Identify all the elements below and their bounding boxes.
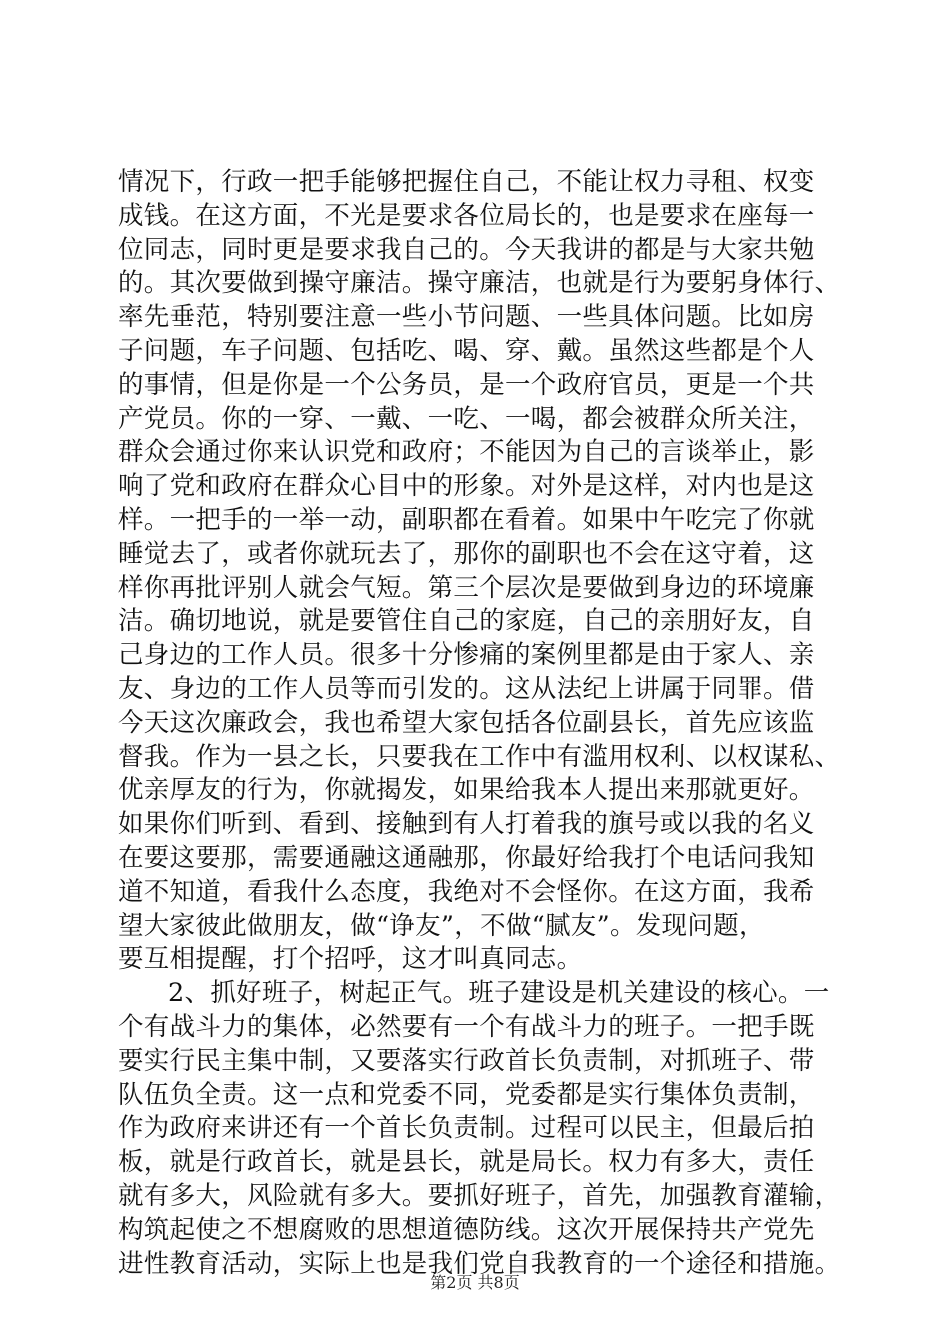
text-line: 友、身边的工作人员等而引发的。这从法纪上讲属于同罪。借	[118, 673, 815, 704]
text-line: 情况下，行政一把手能够把握住自己，不能让权力寻租、权变	[118, 167, 815, 197]
text-line: 的事情，但是你是一个公务员，是一个政府官员，更是一个共	[118, 369, 815, 400]
text-line: 响了党和政府在群众心目中的形象。对外是这样，对内也是这	[118, 471, 815, 502]
text-line: 率先垂范，特别要注意一些小节问题、一些具体问题。比如房	[118, 302, 815, 333]
text-line: 要互相提醒，打个招呼，这才叫真同志。	[118, 944, 583, 975]
text-line: 群众会通过你来认识党和政府；不能因为自己的言谈举止，影	[118, 437, 815, 468]
text-line: 睡觉去了，或者你就玩去了，那你的副职也不会在这守着，这	[118, 538, 815, 569]
text-line: 就有多大，风险就有多大。要抓好班子，首先，加强教育灌输，	[118, 1180, 841, 1211]
text-line: 产党员。你的一穿、一戴、一吃、一喝，都会被群众所关注，	[118, 403, 815, 434]
text-line: 样你再批评别人就会气短。第三个层次是要做到身边的环境廉	[118, 572, 815, 603]
text-line: 洁。确切地说，就是要管住自己的家庭，自己的亲朋好友，自	[118, 606, 815, 637]
text-line: 进性教育活动，实际上也是我们党自我教育的一个途径和措施。	[118, 1248, 841, 1279]
text-line: 己身边的工作人员。很多十分惨痛的案例里都是由于家人、亲	[118, 640, 815, 671]
text-line: 优亲厚友的行为，你就揭发，如果给我本人提出来那就更好。	[118, 775, 815, 806]
text-line: 板，就是行政首长，就是县长，就是局长。权力有多大，责任	[118, 1147, 815, 1178]
text-line: 道不知道，看我什么态度，我绝对不会怪你。在这方面，我希	[118, 876, 815, 907]
document-body	[118, 166, 848, 1281]
text-line: 在要这要那，需要通融这通融那，你最好给我打个电话问我知	[118, 842, 815, 873]
text-line: 督我。作为一县之长，只要我在工作中有滥用权利、以权谋私、	[118, 741, 841, 772]
text-line: 个有战斗力的集体，必然要有一个有战斗力的班子。一把手既	[118, 1011, 815, 1042]
text-line: 样。一把手的一举一动，副职都在看着。如果中午吃完了你就	[118, 504, 815, 535]
text-line: 作为政府来讲还有一个首长负责制。过程可以民主，但最后拍	[118, 1113, 815, 1144]
text-line: 成钱。在这方面，不光是要求各位局长的，也是要求在座每一	[118, 200, 815, 231]
text-line: 队伍负全责。这一点和党委不同，党委都是实行集体负责制，	[118, 1079, 815, 1110]
text-line: 位同志，同时更是要求我自己的。今天我讲的都是与大家共勉	[118, 234, 815, 265]
text-line: 要实行民主集中制，又要落实行政首长负责制，对抓班子、带	[118, 1045, 815, 1076]
text-line: 如果你们听到、看到、接触到有人打着我的旗号或以我的名义	[118, 809, 815, 840]
paragraph-start-line: 2、抓好班子，树起正气。班子建设是机关建设的核心。一	[168, 978, 830, 1009]
text-line: 构筑起使之不想腐败的思想道德防线。这次开展保持共产党先	[118, 1214, 815, 1245]
page-number-footer: 第2页 共8页	[430, 1273, 520, 1292]
text-line: 的。其次要做到操守廉洁。操守廉洁，也就是行为要躬身体行、	[118, 268, 841, 299]
text-line: 望大家彼此做朋友，做“诤友”，不做“腻友”。发现问题，	[118, 910, 765, 941]
text-line: 今天这次廉政会，我也希望大家包括各位副县长，首先应该监	[118, 707, 815, 738]
text-line: 子问题，车子问题、包括吃、喝、穿、戴。虽然这些都是个人	[118, 335, 815, 366]
